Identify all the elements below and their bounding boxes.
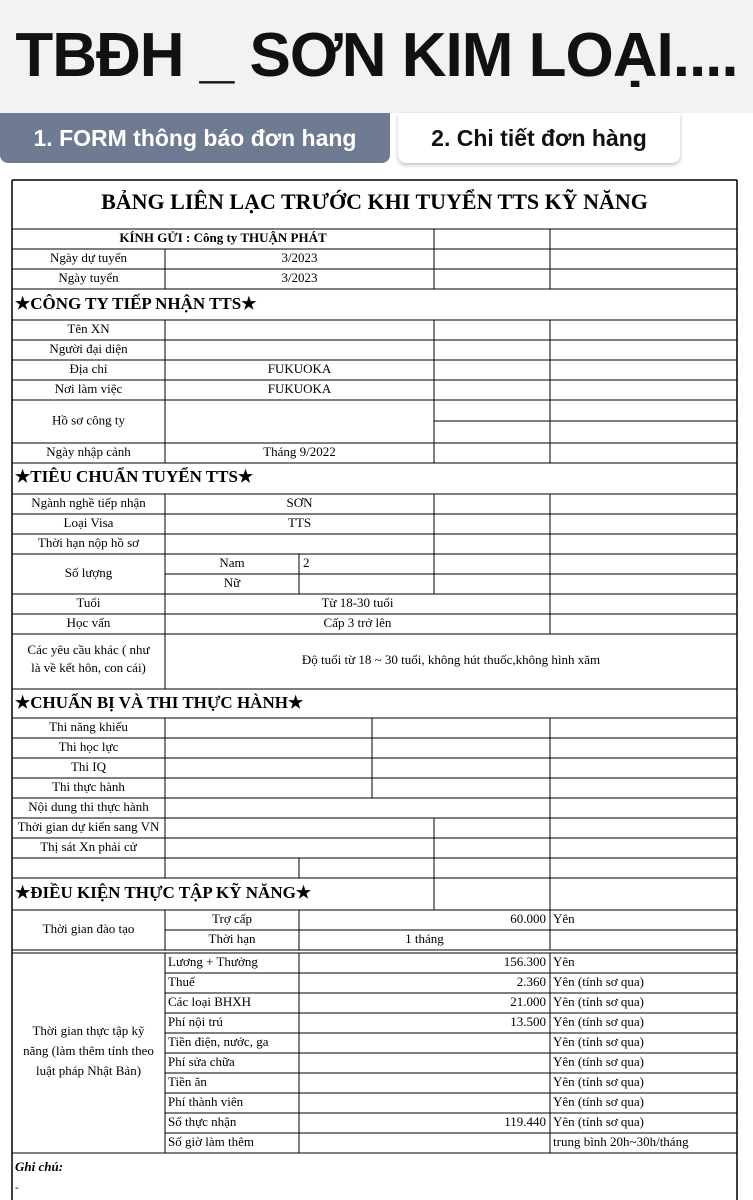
practice-amount: 21.000: [510, 993, 546, 1009]
practice-label: luật pháp Nhật Bản): [35, 1062, 142, 1078]
other-req-label: Các yêu cầu khác ( như: [27, 641, 150, 657]
tab-bar: [0, 113, 753, 165]
form-heading: BẢNG LIÊN LẠC TRƯỚC KHI TUYỂN TTS KỸ NĂNG: [101, 189, 648, 215]
criteria-label: Học vấn: [66, 614, 111, 630]
info-label: Ngày dự tuyển: [49, 249, 128, 265]
info-label: Ngày tuyển: [58, 269, 119, 285]
practice-label: năng (làm thêm tính theo: [23, 1042, 154, 1058]
other-req-value: Độ tuổi từ 18 ~ 30 tuổi, không hút thuốc,không hình xăm: [301, 651, 601, 667]
practice-item: Thuế: [168, 973, 195, 989]
training-amount: 1 tháng: [405, 930, 444, 946]
criteria-label: Loại Visa: [63, 514, 114, 530]
order-form-sheet: [0, 165, 753, 1200]
criteria-value: TTS: [287, 514, 312, 530]
section-exam-title: ★CHUẨN BỊ VÀ THI THỰC HÀNH★: [15, 692, 304, 712]
recipient-label: KÍNH GỬI : Công ty THUẬN PHÁT: [119, 229, 327, 245]
practice-item: Số giờ làm thêm: [168, 1133, 254, 1149]
practice-item: Tiền ăn: [168, 1073, 207, 1089]
criteria-label: Thời hạn nộp hồ sơ: [37, 534, 140, 550]
practice-item: Lương + Thưởng: [168, 953, 258, 969]
page-title: TBĐH _ SƠN KIM LOẠI....: [15, 21, 738, 90]
section-conditions-title: ★ĐIỀU KIỆN THỰC TẬP KỸ NĂNG★: [15, 882, 312, 902]
training-label: Thời gian đào tạo: [42, 920, 135, 936]
practice-item: Số thực nhận: [168, 1113, 237, 1129]
practice-item: Phí sửa chữa: [168, 1053, 235, 1069]
company-label: Nơi làm việc: [54, 380, 123, 396]
training-item: Trợ cấp: [212, 910, 252, 926]
practice-unit: Yên (tính sơ qua): [553, 1013, 644, 1029]
practice-amount: 156.300: [503, 953, 546, 969]
tab-form-notice[interactable]: 1. FORM thông báo đơn hang: [0, 113, 390, 163]
quantity-sub-label: Nữ: [223, 574, 241, 590]
practice-unit: Yên (tính sơ qua): [553, 1073, 644, 1089]
quantity-value: 2: [303, 554, 310, 570]
practice-amount: 2.360: [516, 973, 546, 989]
exam-label: Nội dung thi thực hành: [28, 798, 149, 814]
practice-unit: Yên (tính sơ qua): [553, 1053, 644, 1069]
info-value: 3/2023: [281, 249, 318, 265]
exam-label: Thi thực hành: [52, 778, 125, 794]
practice-item: Các loại BHXH: [168, 993, 252, 1009]
company-value: FUKUOKA: [267, 380, 332, 396]
company-label: Tên XN: [67, 320, 110, 336]
practice-amount: 119.440: [504, 1113, 546, 1129]
note-text: -: [15, 1181, 19, 1194]
title-bar: [0, 0, 753, 113]
practice-unit: Yên (tính sơ qua): [553, 1113, 644, 1129]
company-value: Tháng 9/2022: [263, 443, 336, 459]
criteria-value: SƠN: [286, 494, 313, 510]
practice-unit: Yên (tính sơ qua): [553, 973, 644, 989]
quantity-label: Số lượng: [64, 564, 113, 580]
other-req-label: là về kết hôn, con cái): [31, 659, 146, 675]
exam-label: Thi năng khiếu: [49, 718, 128, 734]
practice-amount: 13.500: [510, 1013, 546, 1029]
exam-label: Thị sát Xn phải cử: [40, 838, 137, 854]
section-criteria-title: ★TIÊU CHUẨN TUYỂN TTS★: [15, 466, 254, 486]
info-value: 3/2023: [281, 269, 318, 285]
company-value: FUKUOKA: [267, 360, 332, 376]
training-unit: Yên: [553, 910, 575, 926]
practice-item: Phí nội trú: [168, 1013, 223, 1029]
criteria-value: Từ 18-30 tuổi: [321, 594, 394, 610]
practice-unit: Yên (tính sơ qua): [553, 1093, 644, 1109]
practice-item: Phí thành viên: [168, 1093, 244, 1109]
criteria-value: Cấp 3 trở lên: [323, 614, 392, 630]
criteria-label: Ngành nghề tiếp nhận: [31, 494, 146, 510]
section-company-title: ★CÔNG TY TIẾP NHẬN TTS★: [15, 293, 257, 313]
company-label: Người đại diện: [49, 340, 128, 356]
exam-label: Thời gian dự kiến sang VN: [17, 818, 160, 834]
practice-unit: Yên (tính sơ qua): [553, 1033, 644, 1049]
criteria-label: Tuổi: [76, 594, 101, 610]
practice-unit: Yên (tính sơ qua): [553, 993, 644, 1009]
note-label: Ghi chú:: [15, 1158, 64, 1174]
practice-unit: Yên: [553, 953, 575, 969]
tab-order-detail[interactable]: 2. Chi tiết đơn hàng: [398, 113, 680, 163]
company-label: Hồ sơ công ty: [52, 412, 125, 428]
company-label: Ngày nhập cảnh: [46, 443, 131, 459]
practice-unit: trung bình 20h~30h/tháng: [553, 1133, 689, 1149]
training-amount: 60.000: [510, 910, 546, 926]
practice-item: Tiền điện, nước, ga: [168, 1033, 269, 1049]
company-label: Địa chỉ: [69, 360, 108, 376]
exam-label: Thi học lực: [58, 738, 119, 754]
exam-label: Thi IQ: [70, 758, 107, 774]
practice-label: Thời gian thực tập kỹ: [32, 1022, 145, 1038]
quantity-sub-label: Nam: [219, 554, 245, 570]
training-item: Thời hạn: [208, 930, 256, 946]
